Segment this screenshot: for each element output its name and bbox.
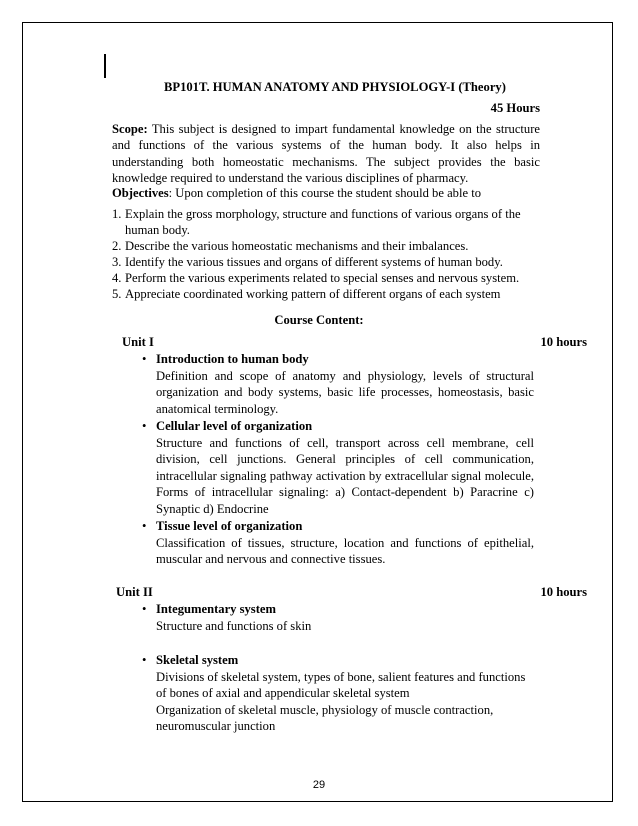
- total-hours: 45 Hours: [490, 101, 540, 115]
- topic-description-continued: Organization of skeletal muscle, physiology of muscle contraction, neuromuscular junction: [156, 702, 494, 734]
- objective-text: Describe the various homeostatic mechanisms and their imbalances.: [125, 239, 469, 254]
- unit-1-hours: 10 hours: [540, 335, 587, 349]
- topic-title: Integumentary system: [156, 602, 276, 616]
- topic-title: Tissue level of organization: [156, 519, 303, 533]
- bullet-icon: •: [142, 519, 147, 533]
- objective-item: [112, 254, 557, 270]
- scope-text: This subject is designed to impart fundamental knowledge on the structure and functions of the various systems of the human body. It also helps in understanding both homeostatic mechanisms. The subject provides the basic knowledge required to understand the various disciplines of pharmacy.: [112, 122, 540, 186]
- scope-label: Scope:: [112, 122, 148, 136]
- objectives-list: [112, 206, 557, 303]
- objective-number: 2.: [112, 239, 122, 254]
- objective-text: Identify the various tissues and organs of different systems of human body.: [125, 255, 503, 270]
- bullet-icon: •: [142, 352, 147, 366]
- objective-number: 1.: [112, 207, 122, 221]
- topic-skeletal-system: [142, 652, 534, 735]
- objective-item: [112, 270, 557, 286]
- topic-description: Divisions of skeletal system, types of bone, salient features and functions of bones of axial and appendicular skeletal system: [156, 669, 526, 701]
- topic-description: Definition and scope of anatomy and physiology, levels of structural organization and body systems, basic life processes, homeostasis, basic anatomical terminology.: [156, 368, 534, 416]
- unit-2-hours: 10 hours: [540, 585, 587, 599]
- text-cursor-mark: [104, 54, 106, 78]
- objective-text: Appreciate coordinated working pattern of different organs of each system: [125, 287, 501, 302]
- unit-2-title: Unit II: [116, 585, 153, 599]
- course-content-heading: Course Content:: [274, 313, 364, 327]
- document-title: BP101T. HUMAN ANATOMY AND PHYSIOLOGY-I (Theory): [164, 80, 506, 94]
- objectives-label: Objectives: [112, 186, 169, 200]
- objective-number: 5.: [112, 287, 122, 302]
- page-number: 29: [312, 779, 326, 791]
- unit-1-title: Unit I: [122, 335, 154, 349]
- objectives-intro: [112, 185, 540, 201]
- topic-title: Skeletal system: [156, 653, 239, 667]
- topic-cellular-level: [142, 418, 534, 518]
- objective-item: [112, 238, 557, 254]
- bullet-icon: •: [142, 419, 147, 433]
- bullet-icon: •: [142, 653, 147, 667]
- objective-text: Perform the various experiments related to special senses and nervous system.: [125, 271, 520, 286]
- objective-number: 3.: [112, 255, 122, 270]
- topic-tissue-level: [142, 518, 534, 568]
- topic-description: Classification of tissues, structure, location and functions of epithelial, muscular and nervous and connective tissues.: [156, 535, 534, 567]
- topic-integumentary-system: [142, 601, 534, 634]
- topic-title: Cellular level of organization: [156, 419, 313, 433]
- objective-item: [112, 206, 557, 238]
- objective-number: 4.: [112, 271, 122, 286]
- objective-text: Explain the gross morphology, structure and functions of various organs of the human body.: [125, 207, 521, 238]
- topic-title: Introduction to human body: [156, 352, 309, 366]
- topic-description: Structure and functions of cell, transport across cell membrane, cell division, cell junctions. General principles of cell communication, intracellular signaling pathway activation by extracellular signal molecule, Forms of intracellular signaling: a) Contact-dependent b) Paracrine c) Synaptic d) Endocrine: [156, 435, 534, 516]
- scope-paragraph: [112, 121, 540, 187]
- topic-introduction-to-human-body: [142, 351, 534, 417]
- objective-item: [112, 286, 557, 302]
- topic-description: Structure and functions of skin: [156, 618, 312, 633]
- objectives-intro-text: : Upon completion of this course the student should be able to: [168, 186, 481, 200]
- bullet-icon: •: [142, 602, 147, 616]
